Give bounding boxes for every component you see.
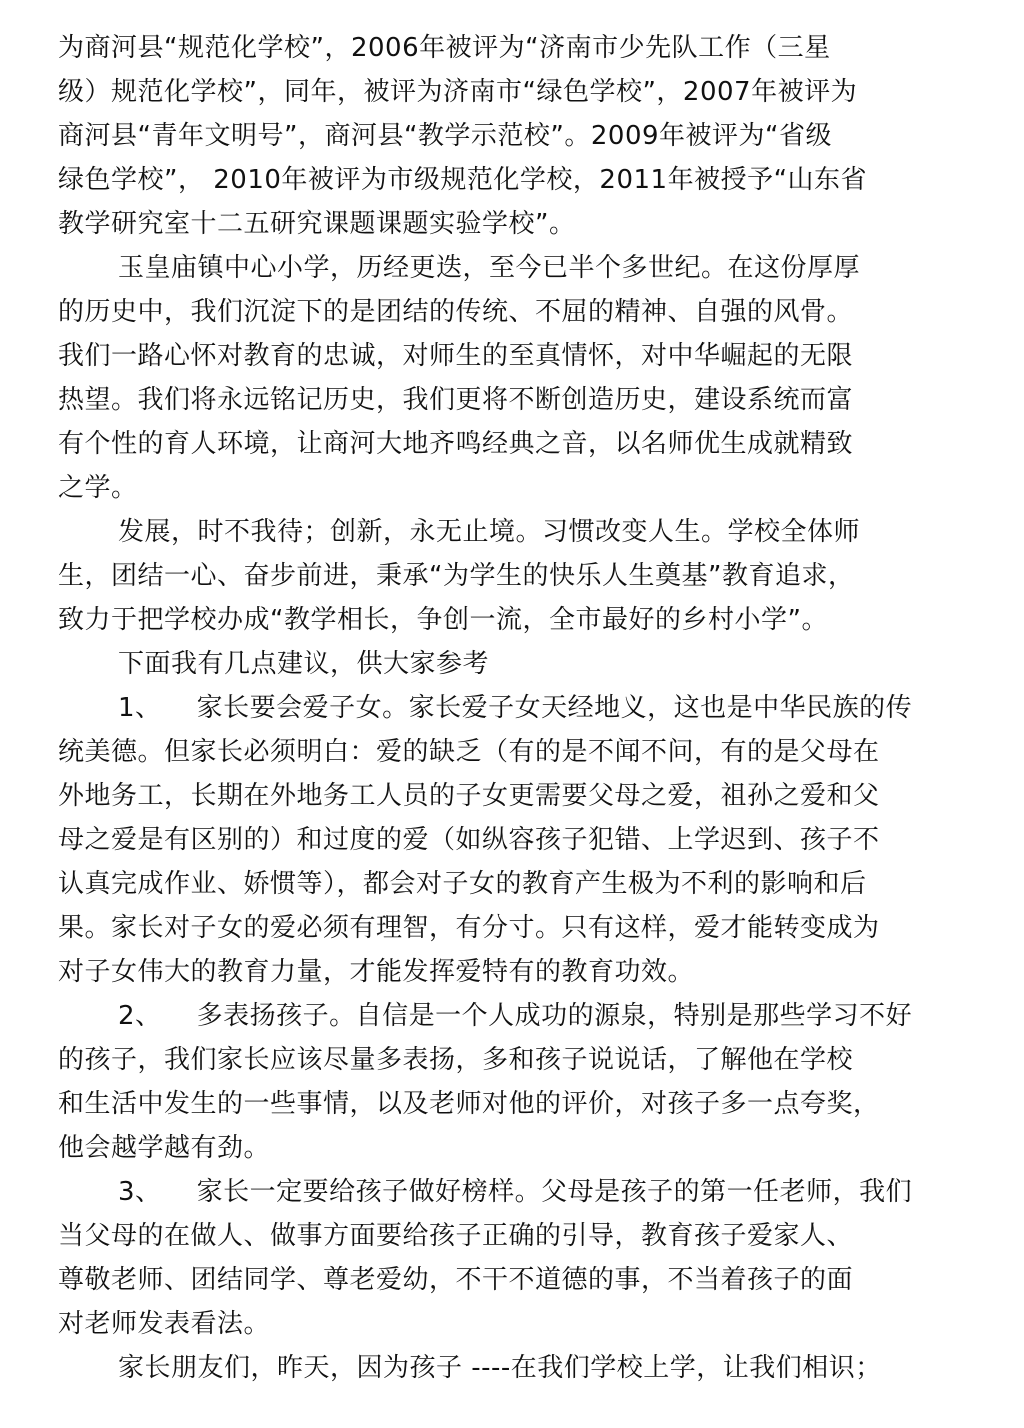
text-line: 统美德。但家长必须明白：爱的缺乏（有的是不闻不问，有的是父母在 [58,737,880,767]
text-line: 对子女伟大的教育力量，才能发挥爱特有的教育功效。 [58,957,695,987]
text-line: 认真完成作业、娇惯等），都会对子女的教育产生极为不利的影响和后 [58,869,867,899]
text-line: 教学研究室十二五研究课题课题实验学校”。 [58,209,576,239]
text-line: 发展，时不我待；创新，永无止境。习惯改变人生。学校全体师 [118,517,861,547]
text-line: 对老师发表看法。 [58,1309,271,1339]
text-line: 级）规范化学校”，同年，被评为济南市“绿色学校”，2007年被评为 [58,77,858,107]
text-line: 和生活中发生的一些事情，以及老师对他的评价，对孩子多一点夸奖， [58,1089,880,1119]
text-line: 生，团结一心、奋步前进，秉承“为学生的快乐人生奠基”教育追求， [58,561,855,591]
text-line: 外地务工，长期在外地务工人员的子女更需要父母之爱，祖孙之爱和父 [58,781,880,811]
text-line: 他会越学越有劲。 [58,1133,271,1163]
text-line: 之学。 [58,473,138,503]
text-line: 绿色学校”， 2010年被评为市级规范化学校，2011年被授予“山东省 [58,165,868,195]
text-line: 3、 家长一定要给孩子做好榜样。父母是孩子的第一任老师，我们 [118,1177,913,1207]
text-line: 有个性的育人环境，让商河大地齐鸣经典之音，以名师优生成就精致 [58,429,854,459]
text-line: 致力于把学校办成“教学相长，争创一流，全市最好的乡村小学”。 [58,605,828,635]
text-line: 1、 家长要会爱子女。家长爱子女天经地义，这也是中华民族的传 [118,693,913,723]
text-line: 商河县“青年文明号”，商河县“教学示范校”。2009年被评为“省级 [58,121,833,151]
text-line: 的历史中，我们沉淀下的是团结的传统、不屈的精神、自强的风骨。 [58,297,854,327]
text-line: 为商河县“规范化学校”，2006年被评为“济南市少先队工作（三星 [58,33,831,63]
text-line: 果。家长对子女的爱必须有理智，有分寸。只有这样，爱才能转变成为 [58,913,880,943]
text-line: 尊敬老师、团结同学、尊老爱幼，不干不道德的事，不当着孩子的面 [58,1265,854,1295]
text-line: 母之爱是有区别的）和过度的爱（如纵容孩子犯错、上学迟到、孩子不 [58,825,880,855]
text-line: 玉皇庙镇中心小学，历经更迭，至今已半个多世纪。在这份厚厚 [118,253,861,283]
text-line: 热望。我们将永远铭记历史，我们更将不断创造历史，建设系统而富 [58,385,854,415]
text-line: 家长朋友们，昨天，因为孩子 ----在我们学校上学，让我们相识； [118,1353,882,1383]
text-line: 的孩子，我们家长应该尽量多表扬，多和孩子说说话，了解他在学校 [58,1045,854,1075]
text-line: 当父母的在做人、做事方面要给孩子正确的引导，教育孩子爱家人、 [58,1221,854,1251]
text-line: 我们一路心怀对教育的忠诚，对师生的至真情怀，对中华崛起的无限 [58,341,854,371]
text-line: 下面我有几点建议，供大家参考 [118,649,490,679]
text-line: 2、 多表扬孩子。自信是一个人成功的源泉，特别是那些学习不好 [118,1001,913,1031]
